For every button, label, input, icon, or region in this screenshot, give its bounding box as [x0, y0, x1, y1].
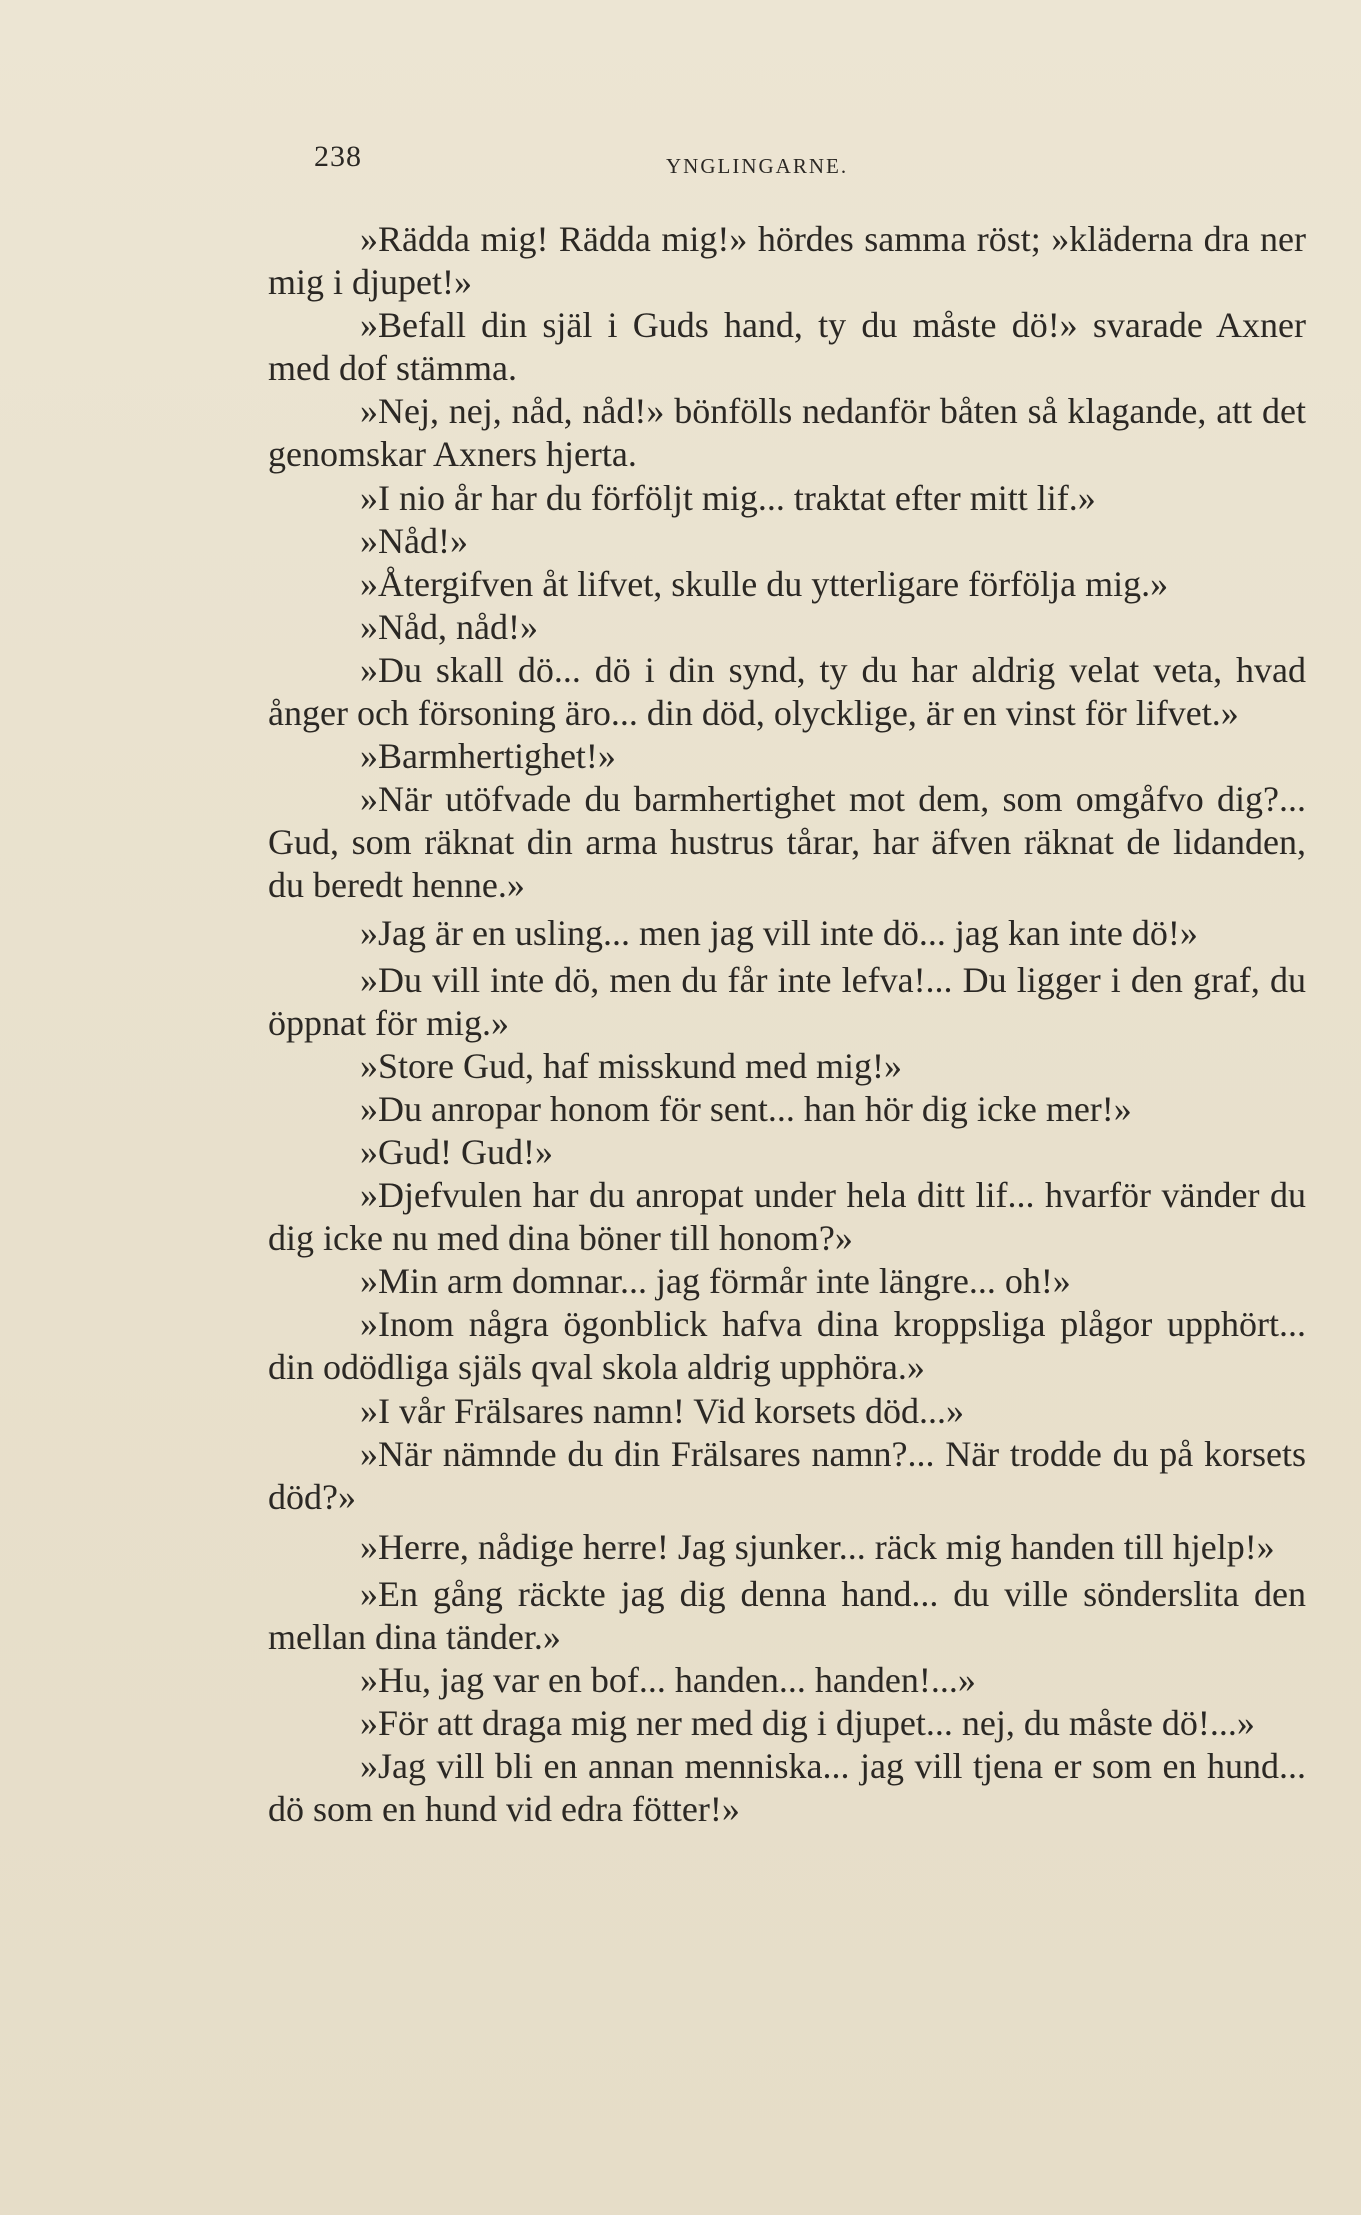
paragraph: »Rädda mig! Rädda mig!» hördes samma röst; »kläderna dra ner mig i djupet!»	[268, 219, 1306, 303]
paragraph: »Min arm domnar... jag förmår inte längre... oh!»	[360, 1261, 1071, 1302]
paragraph: »Jag vill bli en annan menniska... jag vill tjena er som en hund... dö som en hund vid edra fötter!»	[268, 1746, 1306, 1830]
paragraph: »Återgifven åt lifvet, skulle du ytterligare förfölja mig.»	[360, 563, 1169, 604]
paragraph: »I nio år har du förföljt mig... traktat efter mitt lif.»	[360, 477, 1096, 518]
paragraph: »Nåd, nåd!»	[360, 606, 538, 647]
paragraph: »Hu, jag var en bof... handen... handen!...»	[360, 1660, 976, 1701]
paragraph: »Barmhertighet!»	[360, 736, 616, 777]
paragraph: »Befall din själ i Guds hand, ty du måste dö!» svarade Axner med dof stämma.	[268, 305, 1306, 389]
running-head: YNGLINGARNE.	[666, 154, 849, 178]
paragraph: »För att draga mig ner med dig i djupet... nej, du måste dö!...»	[360, 1703, 1255, 1744]
paragraph: »Inom några ögonblick hafva dina kroppsliga plågor upphört... din odödliga själs qval skola aldrig upphöra.»	[268, 1304, 1306, 1388]
paragraph: »Herre, nådige herre! Jag sjunker... räck mig handen till hjelp!»	[360, 1526, 1275, 1567]
paragraph: »Du skall dö... dö i din synd, ty du har aldrig velat veta, hvad ånger och försoning äro... din död, olycklige, är en vinst för lifvet.»	[268, 649, 1306, 734]
paragraph: »Store Gud, haf misskund med mig!»	[360, 1045, 902, 1086]
paragraph: »Gud! Gud!»	[360, 1131, 553, 1172]
page-number: 238	[314, 140, 362, 173]
paragraph: »Djefvulen har du anropat under hela ditt lif... hvarför vänder du dig icke nu med dina böner till honom?»	[268, 1175, 1306, 1259]
body-text	[268, 218, 1306, 1831]
paragraph: »En gång räckte jag dig denna hand... du ville sönderslita den mellan dina tänder.»	[268, 1573, 1306, 1657]
paragraph: »I vår Frälsares namn! Vid korsets död...»	[360, 1390, 965, 1431]
paragraph: »När nämnde du din Frälsares namn?... När trodde du på korsets död?»	[268, 1433, 1306, 1517]
paragraph: »Du vill inte dö, men du får inte lefva!... Du ligger i den graf, du öppnat för mig.»	[268, 959, 1306, 1043]
paragraph: »När utöfvade du barmhertighet mot dem, som omgåfvo dig?... Gud, som räknat din arma hustrus tårar, har äfven räknat de lidanden, du beredt henne.»	[268, 779, 1306, 906]
paragraph: »Jag är en usling... men jag vill inte dö... jag kan inte dö!»	[360, 912, 1198, 953]
paragraph: »Nåd!»	[360, 520, 468, 561]
paragraph: »Nej, nej, nåd, nåd!» bönfölls nedanför båten så klagande, att det genomskar Axners hjerta.	[268, 391, 1306, 475]
paragraph: »Du anropar honom för sent... han hör dig icke mer!»	[360, 1088, 1132, 1129]
